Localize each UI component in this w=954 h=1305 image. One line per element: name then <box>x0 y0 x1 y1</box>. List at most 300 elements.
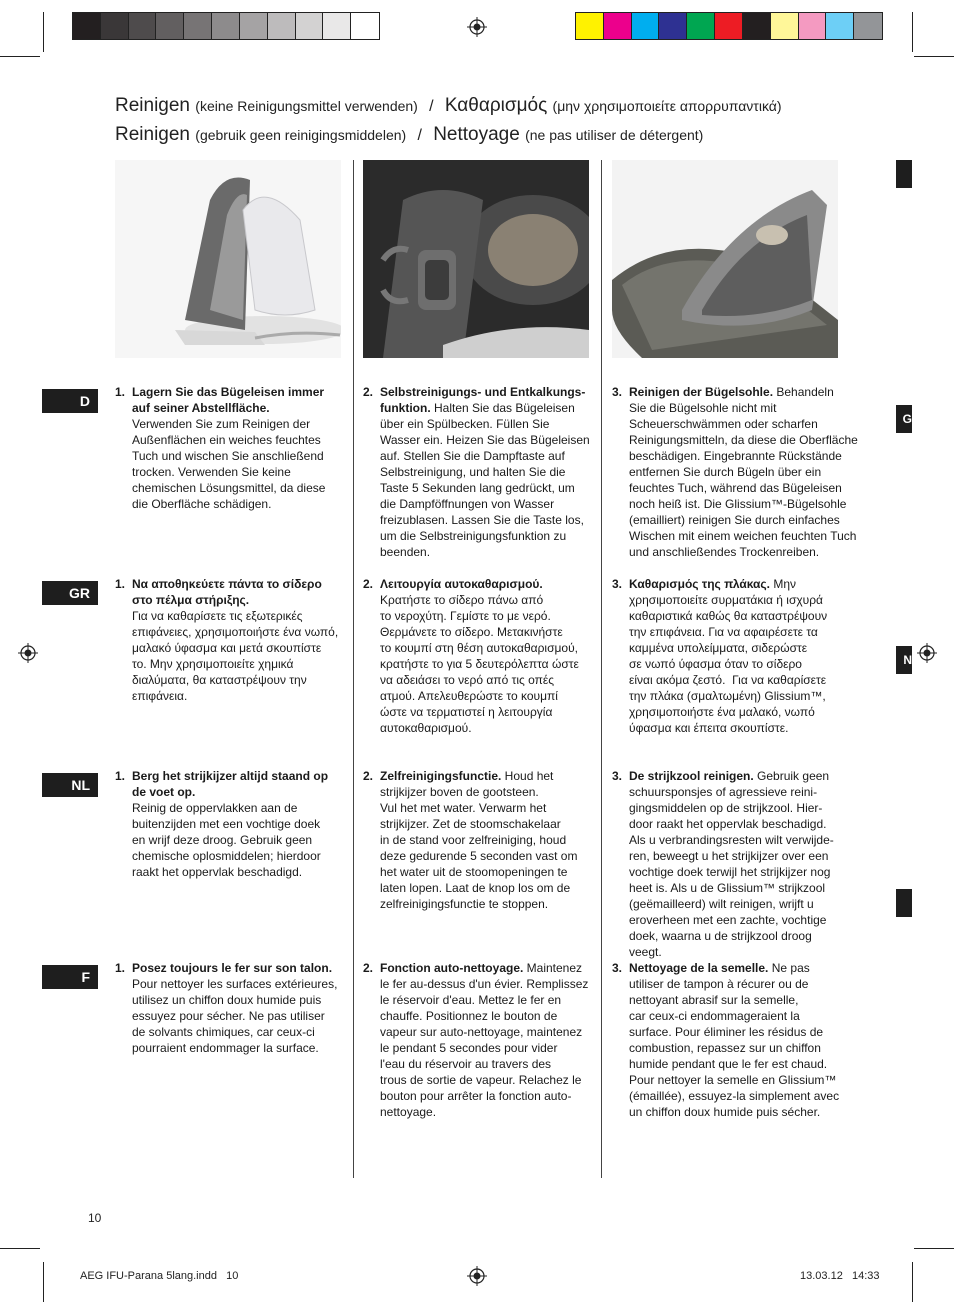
text-line <box>629 960 856 976</box>
heading-subtitle: (μην χρησιμοποιείτε απορρυπαντικά) <box>552 98 782 114</box>
body-text: doek, waarna u de strijkzool droog <box>629 929 812 943</box>
text-line <box>629 432 856 448</box>
text-line <box>380 976 591 992</box>
text-line <box>132 784 343 800</box>
body-text: essuyez pour sécher. Ne pas utiliser <box>132 1009 325 1023</box>
body-text: laten lopen. Laat de knop los om de <box>380 881 571 895</box>
body-text: την πλάκα (σμαλτωμένη) Glissium™, <box>629 689 826 703</box>
body-text: nettoyage. <box>380 1105 437 1119</box>
language-tab-nl: NL <box>42 773 98 797</box>
body-text: in de stand voor zelfreiniging, houd <box>380 833 567 847</box>
body-text: το. Μην χρησιμοποιείτε χημικά <box>132 657 294 671</box>
body-text: deze gedurende 5 seconden vast om <box>380 849 578 863</box>
text-line <box>629 1008 856 1024</box>
text-line <box>629 784 856 800</box>
color-swatch <box>687 13 715 39</box>
grayscale-color-bar <box>72 12 380 40</box>
text-line <box>629 880 856 896</box>
text-line <box>629 992 856 1008</box>
body-text: μαλακό ύφασμα και μετά σκουπίστε <box>132 641 322 655</box>
step-number: 1. <box>115 577 126 591</box>
body-text: het water uit de stoomopeningen te <box>380 865 568 879</box>
bold-text: funktion. <box>380 401 431 415</box>
body-text: buitenzijden met een vochtige doek <box>132 817 321 831</box>
text-line <box>380 816 591 832</box>
heading-subtitle: (keine Reinigungsmittel verwenden) <box>195 98 418 114</box>
text-line <box>380 832 591 848</box>
body-text: διαλύματα, θα καταστρέψουν την <box>132 673 307 687</box>
text-line <box>629 1056 856 1072</box>
body-text: heet is. Als u de Glissium™ strijkzool <box>629 881 826 895</box>
instruction-item <box>612 384 856 560</box>
step-number: 1. <box>115 385 126 399</box>
text-line <box>629 848 856 864</box>
side-tab-label: N <box>903 653 912 667</box>
text-line <box>132 480 343 496</box>
text-line <box>380 864 591 880</box>
body-text: surface. Pour éliminer les résidus de <box>629 1025 824 1039</box>
heading-subtitle: (ne pas utiliser de détergent) <box>525 127 704 143</box>
side-tab <box>896 160 912 188</box>
body-text: humide pendant que le fer est chaud. <box>629 1057 828 1071</box>
body-text: καμμένα υπολείμματα, σιδερώστε <box>629 641 808 655</box>
bold-text: auf seiner Abstellfläche. <box>132 401 270 415</box>
text-line <box>629 816 856 832</box>
text-line <box>629 480 856 496</box>
color-swatch <box>715 13 743 39</box>
crop-mark <box>914 56 954 57</box>
text-line <box>380 608 591 624</box>
language-tab-gr: GR <box>42 581 98 605</box>
text-line <box>380 464 591 480</box>
text-line <box>132 576 343 592</box>
body-text: Vul het met water. Verwarm het <box>380 801 547 815</box>
text-line <box>629 400 856 416</box>
body-text: über ein Spülbecken. Füllen Sie <box>380 417 550 431</box>
side-tab <box>896 889 912 917</box>
body-text: pourraient endommager la surface. <box>132 1041 319 1055</box>
body-text: Reinig de oppervlakken aan de <box>132 801 298 815</box>
text-line <box>380 384 591 400</box>
instruction-item <box>363 384 591 560</box>
text-line <box>629 864 856 880</box>
body-text: le pendant 5 secondes pour vider <box>380 1041 558 1055</box>
bold-text: Lagern Sie das Bügeleisen immer <box>132 385 325 399</box>
body-text: σε νωπό ύφασμα όταν το σίδερο <box>629 657 802 671</box>
color-swatch <box>212 13 240 39</box>
text-line <box>380 688 591 704</box>
body-text: combustion, repassez sur un chiffon <box>629 1041 821 1055</box>
text-line <box>380 640 591 656</box>
text-line <box>380 800 591 816</box>
text-line <box>629 592 856 608</box>
body-text: trous de sortie de vapeur. Relachez le <box>380 1073 582 1087</box>
text-line <box>132 400 343 416</box>
bold-text: Selbstreinigungs- und Entkalkungs- <box>380 385 586 399</box>
text-line <box>629 416 856 432</box>
text-line <box>380 448 591 464</box>
text-line <box>629 576 856 592</box>
registration-mark-icon <box>467 17 487 37</box>
body-text: Houd het <box>501 769 554 783</box>
text-line <box>380 784 591 800</box>
body-text: (geëmailleerd) wilt reinigen, wrijft u <box>629 897 814 911</box>
text-line <box>132 688 343 704</box>
body-text: Verwenden Sie zum Reinigen der <box>132 417 311 431</box>
heading-title: Reinigen <box>115 124 190 145</box>
body-text: trocken. Verwenden Sie keine <box>132 465 291 479</box>
text-line <box>380 848 591 864</box>
body-text: die Oberfläche schädigen. <box>132 497 272 511</box>
body-text: chemische oplosmiddelen; hierdoor <box>132 849 321 863</box>
text-line <box>629 1072 856 1088</box>
instruction-item <box>612 960 856 1120</box>
body-text: strijkijzer. Zet de stoomschakelaar <box>380 817 561 831</box>
heading-title: Reinigen <box>115 95 190 116</box>
text-line <box>380 704 591 720</box>
text-line <box>132 496 343 512</box>
text-line <box>629 1088 856 1104</box>
text-line <box>380 720 591 736</box>
footer-file-info: AEG IFU-Parana 5lang.indd 10 <box>80 1270 239 1282</box>
heading-subtitle: (gebruik geen reinigingsmiddelen) <box>195 127 407 143</box>
text-line <box>629 688 856 704</box>
step-number: 1. <box>115 961 126 975</box>
body-text: die Dampföffnungen von Wasser <box>380 497 555 511</box>
color-swatch <box>632 13 660 39</box>
text-line <box>132 848 343 864</box>
body-text: entfernen Sie durch Bügeln über ein <box>629 465 822 479</box>
text-line <box>629 768 856 784</box>
body-text: freizublasen. Lassen Sie die Taste los, <box>380 513 584 527</box>
body-text: Για να καθαρίσετε τις εξωτερικές <box>132 609 303 623</box>
body-text: bouton pour arrêter la fonction auto- <box>380 1089 572 1103</box>
color-swatch <box>576 13 604 39</box>
instruction-item <box>363 768 591 912</box>
text-line <box>629 528 856 544</box>
body-text: beschädigen. Eingebrannte Rückstände <box>629 449 842 463</box>
text-line <box>380 416 591 432</box>
body-text: auf. Stellen Sie die Dampftaste auf <box>380 449 565 463</box>
process-color-bar <box>575 12 883 40</box>
body-text: ren, beweegt u het strijkijzer over een <box>629 849 829 863</box>
column-divider <box>353 160 354 1178</box>
text-line <box>629 944 856 960</box>
text-line <box>132 832 343 848</box>
body-text: κρατήστε το για 5 δευτερόλεπτα ώστε <box>380 657 579 671</box>
text-line <box>629 928 856 944</box>
step-number: 2. <box>363 577 374 591</box>
text-line <box>629 832 856 848</box>
body-text: gingsmiddelen op de strijkzool. Hier- <box>629 801 823 815</box>
text-line <box>629 448 856 464</box>
body-text: Gebruik geen <box>753 769 830 783</box>
body-text: (émaillée), essuyez-la simplement avec <box>629 1089 840 1103</box>
body-text: zelfreinigingsfunctie te stoppen. <box>380 897 549 911</box>
body-text: schuursponsjes of agressieve reini- <box>629 785 818 799</box>
color-swatch <box>129 13 157 39</box>
body-text: raakt het oppervlak beschadigd. <box>132 865 303 879</box>
step-number: 3. <box>612 961 623 975</box>
body-text: το νεροχύτη. Γεμίστε το με νερό. <box>380 609 551 623</box>
instruction-item <box>363 576 591 736</box>
body-text: Taste 5 Sekunden lang gedrückt, um <box>380 481 575 495</box>
iron-on-heel-photo <box>115 160 341 358</box>
step-number: 3. <box>612 385 623 399</box>
instruction-item <box>612 576 856 736</box>
bold-text: De strijkzool reinigen. <box>629 769 754 783</box>
text-line <box>380 1104 591 1120</box>
text-line <box>132 800 343 816</box>
body-text: vochtige doek terwijl het strijkijzer nog <box>629 865 831 879</box>
text-line <box>132 432 343 448</box>
text-line <box>380 1056 591 1072</box>
text-line <box>629 496 856 512</box>
text-line <box>380 896 591 912</box>
text-line <box>132 992 343 1008</box>
body-text: Θερμάνετε το σίδερο. Μετακινήστε <box>380 625 563 639</box>
heading-title: Nettoyage <box>433 124 520 145</box>
text-line <box>132 1040 343 1056</box>
instruction-item <box>612 768 856 960</box>
text-line <box>380 880 591 896</box>
step-number: 3. <box>612 577 623 591</box>
body-text: Maintenez <box>523 961 583 975</box>
text-line <box>380 1088 591 1104</box>
body-text: αυτοκαθαρισμού. <box>380 721 472 735</box>
color-swatch <box>826 13 854 39</box>
text-line <box>132 672 343 688</box>
body-text: chemischen Lösungsmittel, da diese <box>132 481 326 495</box>
body-text: um die Selbstreinigungsfunktion zu <box>380 529 567 543</box>
crop-mark <box>43 1262 44 1302</box>
body-text: en wrijf deze droog. Gebruik geen <box>132 833 313 847</box>
language-tab-d: D <box>42 389 98 413</box>
step-number: 2. <box>363 385 374 399</box>
body-text: την επιφάνεια. Για να αφαιρέσετε τα <box>629 625 818 639</box>
text-line <box>132 592 343 608</box>
body-text: Wasser ein. Heizen Sie das Bügeleisen <box>380 433 590 447</box>
text-line <box>132 976 343 992</box>
text-line <box>132 1024 343 1040</box>
heading-title: Καθαρισμός <box>444 95 548 116</box>
body-text: να αδειάσει το νερό από τις οπές <box>380 673 555 687</box>
bold-text: Nettoyage de la semelle. <box>629 961 769 975</box>
page-heading-line-1 <box>115 92 782 121</box>
body-text: feuchtes Tuch, während das Bügeleisen <box>629 481 842 495</box>
body-text: door raakt het oppervlak beschadigd. <box>629 817 827 831</box>
text-line <box>629 640 856 656</box>
body-text: Κρατήστε το σίδερο πάνω από <box>380 593 544 607</box>
body-text: un chiffon doux humide puis sécher. <box>629 1105 821 1119</box>
color-swatch <box>854 13 882 39</box>
body-text: Außenflächen ein weiches feuchtes <box>132 433 321 447</box>
bold-text: Λειτουργία αυτοκαθαρισμού. <box>380 577 543 591</box>
text-line <box>629 1104 856 1120</box>
body-text: ύφασμα και έπειτα σκουπίστε. <box>629 721 789 735</box>
step-number: 3. <box>612 769 623 783</box>
body-text: Reinigungsmitteln, da diese die Oberfläche <box>629 433 858 447</box>
text-line <box>132 864 343 880</box>
iron-soleplate-cleaning-photo <box>612 160 838 358</box>
text-line <box>380 624 591 640</box>
crop-mark <box>912 1262 913 1302</box>
body-text: l'eau du réservoir au travers des <box>380 1057 552 1071</box>
text-line <box>380 480 591 496</box>
body-text: επιφάνειες, χρησιμοποιήστε ένα νωπό, <box>132 625 339 639</box>
registration-mark-icon <box>467 1266 487 1286</box>
text-line <box>629 656 856 672</box>
bold-text: de voet op. <box>132 785 196 799</box>
color-swatch <box>101 13 129 39</box>
text-line <box>380 1008 591 1024</box>
color-swatch <box>323 13 351 39</box>
body-text: επιφάνεια. <box>132 689 188 703</box>
body-text: chauffe. Positionnez le bouton de <box>380 1009 558 1023</box>
instruction-item <box>115 384 343 512</box>
text-line <box>629 672 856 688</box>
text-line <box>132 1008 343 1024</box>
body-text: το κουμπί στη θέση αυτοκαθαρισμού, <box>380 641 578 655</box>
text-line <box>132 624 343 640</box>
step-number: 1. <box>115 769 126 783</box>
body-text: und anschließendes Trockenreiben. <box>629 545 820 559</box>
text-line <box>380 1072 591 1088</box>
text-line <box>380 400 591 416</box>
body-text: είναι ακόμα ζεστό. Για να καθαρίσετε <box>629 673 827 687</box>
side-tab <box>896 405 912 433</box>
step-number: 2. <box>363 961 374 975</box>
text-line <box>380 544 591 560</box>
bold-text: Berg het strijkijzer altijd staand op <box>132 769 329 783</box>
body-text: utiliser de tampon à récurer ou de <box>629 977 809 991</box>
body-text: ατμού. Απελευθερώστε το κουμπί <box>380 689 558 703</box>
footer-date: 13.03.12 14:33 <box>800 1270 880 1282</box>
column-divider <box>601 160 602 1178</box>
body-text: utilisez un chiffon doux humide puis <box>132 993 322 1007</box>
bold-text: Posez toujours le fer sur son talon. <box>132 961 333 975</box>
body-text: veegt. <box>629 945 662 959</box>
text-line <box>629 912 856 928</box>
text-line <box>629 544 856 560</box>
page-heading-line-2 <box>115 121 703 150</box>
page-number: 10 <box>88 1211 102 1225</box>
text-line <box>380 496 591 512</box>
side-tab <box>896 646 912 674</box>
color-swatch <box>73 13 101 39</box>
instruction-item <box>115 576 343 704</box>
crop-mark <box>914 1248 954 1249</box>
text-line <box>629 624 856 640</box>
body-text: Pour nettoyer les surfaces extérieures, <box>132 977 338 991</box>
crop-mark <box>0 56 40 57</box>
instruction-item <box>115 960 343 1056</box>
crop-mark <box>0 1248 40 1249</box>
body-text: ώστε να τερματιστεί η λειτουργία <box>380 705 553 719</box>
text-line <box>132 384 343 400</box>
instruction-item <box>363 960 591 1120</box>
body-text: καθαριστικά καθώς θα καταστρέψουν <box>629 609 828 623</box>
body-text: χρησιμοποιείτε συρματάκια ή ισχυρά <box>629 593 823 607</box>
text-line <box>380 512 591 528</box>
text-line <box>132 448 343 464</box>
body-text: Μην <box>770 577 797 591</box>
text-line <box>380 1024 591 1040</box>
text-line <box>132 816 343 832</box>
heading-separator: / <box>429 98 434 115</box>
crop-mark <box>912 12 913 52</box>
body-text: χρησιμοποιήστε ένα μαλακό, νωπό <box>629 705 815 719</box>
color-swatch <box>156 13 184 39</box>
body-text: de solvants chimiques, car ceux-ci <box>132 1025 315 1039</box>
body-text: Pour nettoyer la semelle en Glissium™ <box>629 1073 837 1087</box>
body-text: le fer au-dessus d'un évier. Remplissez <box>380 977 589 991</box>
color-swatch <box>604 13 632 39</box>
text-line <box>629 512 856 528</box>
color-swatch <box>771 13 799 39</box>
text-line <box>629 1024 856 1040</box>
text-line <box>380 576 591 592</box>
bold-text: Zelfreinigingsfunctie. <box>380 769 502 783</box>
bold-text: Reinigen der Bügelsohle. <box>629 385 774 399</box>
text-line <box>629 896 856 912</box>
instruction-item <box>115 768 343 880</box>
body-text: (emailliert) reinigen Sie durch einfaches <box>629 513 840 527</box>
text-line <box>132 608 343 624</box>
color-swatch <box>240 13 268 39</box>
text-line <box>132 416 343 432</box>
body-text: vapeur sur auto-nettoyage, maintenez <box>380 1025 583 1039</box>
text-line <box>132 656 343 672</box>
text-line <box>380 656 591 672</box>
text-line <box>629 464 856 480</box>
crop-mark <box>43 12 44 52</box>
body-text: noch heiß ist. Die Glissium™-Bügelsohle <box>629 497 847 511</box>
body-text: Scheuerschwämmen oder scharfen <box>629 417 818 431</box>
color-swatch <box>799 13 827 39</box>
text-line <box>629 704 856 720</box>
body-text: Sie die Bügelsohle nicht mit <box>629 401 777 415</box>
registration-mark-icon <box>917 643 937 663</box>
color-swatch <box>743 13 771 39</box>
body-text: Selbstreinigung, und halten Sie die <box>380 465 566 479</box>
body-text: le réservoir d'eau. Mettez le fer en <box>380 993 562 1007</box>
color-swatch <box>296 13 324 39</box>
text-line <box>380 432 591 448</box>
text-line <box>629 1040 856 1056</box>
registration-mark-icon <box>18 643 38 663</box>
text-line <box>380 592 591 608</box>
body-text: Halten Sie das Bügeleisen <box>430 401 575 415</box>
body-text: eroverheen met een zachte, vochtige <box>629 913 827 927</box>
step-number: 2. <box>363 769 374 783</box>
text-line <box>380 768 591 784</box>
side-tab-label: G <box>902 412 912 426</box>
text-line <box>380 960 591 976</box>
bold-text: Fonction auto-nettoyage. <box>380 961 524 975</box>
text-line <box>629 720 856 736</box>
color-swatch <box>184 13 212 39</box>
text-line <box>380 672 591 688</box>
bold-text: Να αποθηκεύετε πάντα το σίδερο <box>132 577 322 591</box>
language-tab-f: F <box>42 965 98 989</box>
body-text: Als u verbrandingsresten wilt verwijde- <box>629 833 834 847</box>
self-clean-button-photo <box>363 160 589 358</box>
text-line <box>132 640 343 656</box>
color-swatch <box>351 13 379 39</box>
text-line <box>380 1040 591 1056</box>
body-text: strijkijzer boven de gootsteen. <box>380 785 539 799</box>
